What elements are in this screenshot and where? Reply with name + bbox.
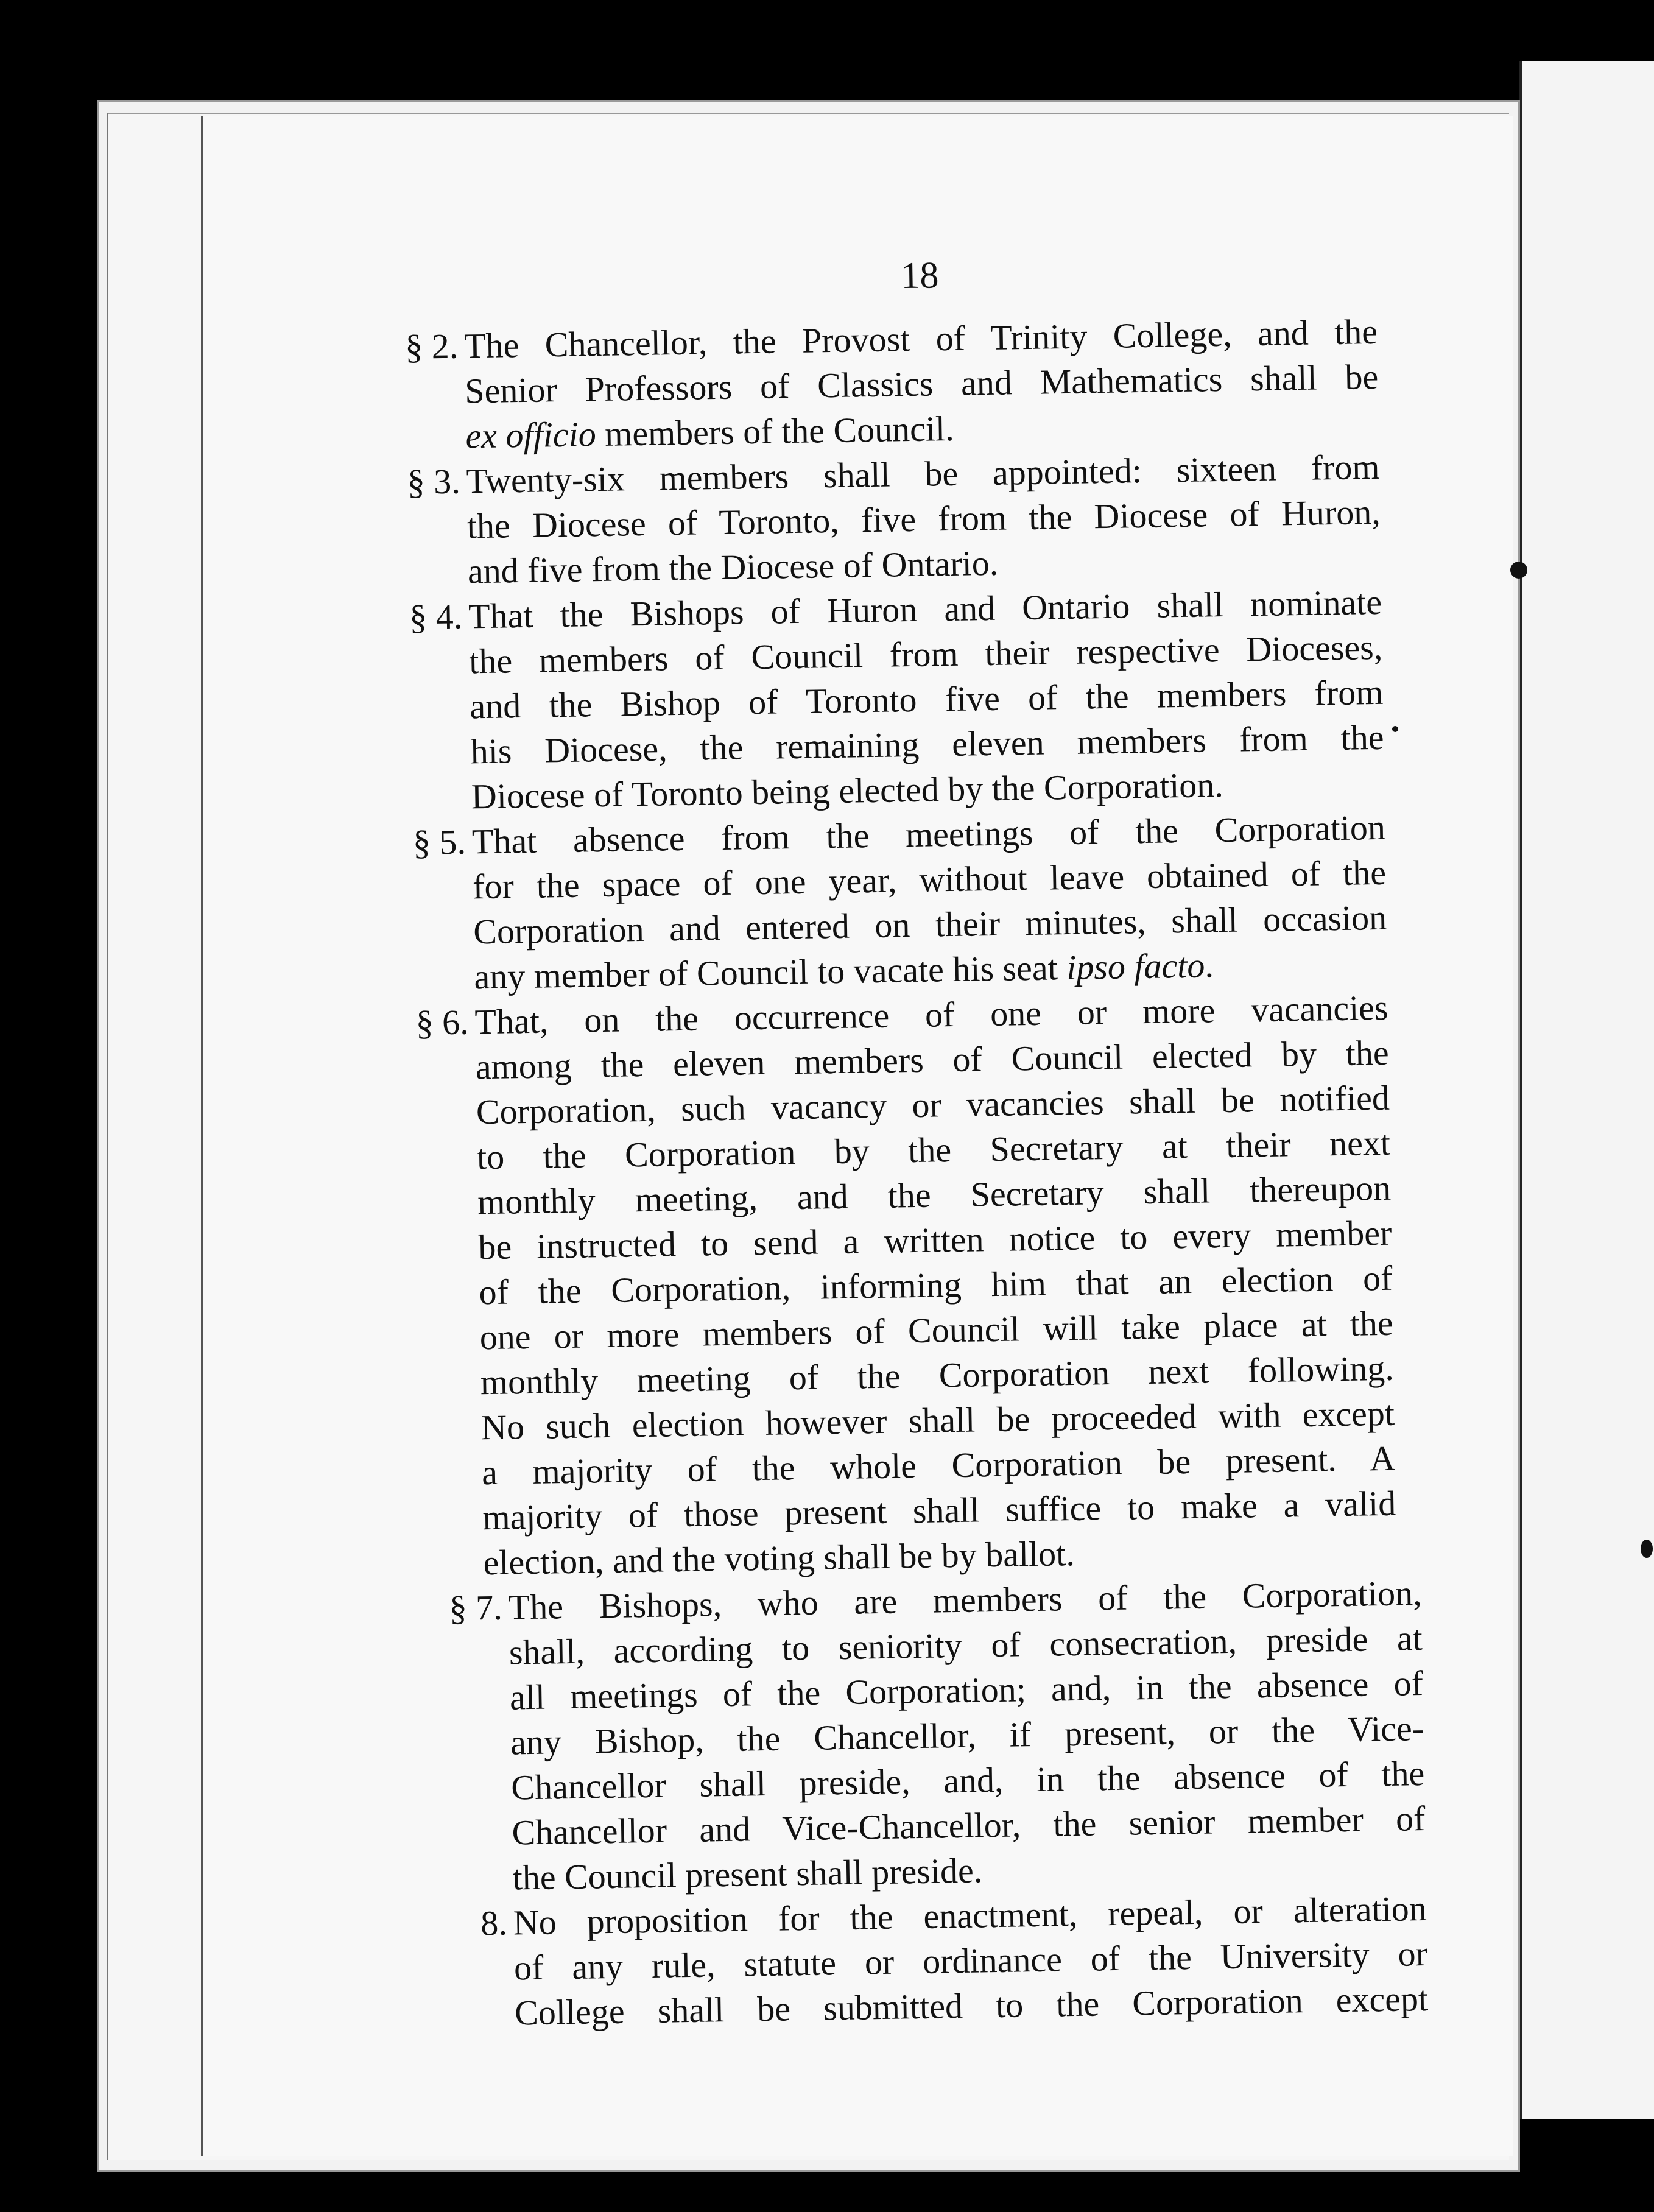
text-line: of any rule, statute or ordinance of the University or <box>513 1933 1428 1988</box>
text-line: all meetings of the Corporation; and, in the absence of <box>509 1663 1424 1717</box>
document-text <box>365 246 1429 2038</box>
text-line: monthly meeting of the Corporation next following. <box>480 1348 1395 1403</box>
section-number: § 3. <box>407 461 461 502</box>
page-number: 18 <box>900 255 939 297</box>
text-line: the members of Council from their respective Dioceses, <box>468 627 1383 682</box>
text-line: of the Corporation, informing him that an election of <box>479 1258 1393 1312</box>
section-number: § 6. <box>415 1002 470 1043</box>
text-line: any member of Council to vacate his seat ipso facto. <box>473 945 1214 997</box>
ink-speck <box>1510 562 1527 579</box>
text-line: That absence from the meetings of the Corporation <box>471 807 1386 862</box>
text-line: election, and the voting shall be by ballot. <box>483 1533 1075 1583</box>
facing-page-edge <box>1519 61 1654 2119</box>
text-line: the Diocese of Toronto, five from the Diocese of Huron, <box>466 491 1381 546</box>
text-line: College shall be submitted to the Corporation except <box>514 1978 1429 2033</box>
text-line: his Diocese, the remaining eleven members from the <box>470 717 1384 772</box>
text-line: No such election however shall be proceeded with except <box>480 1393 1395 1448</box>
section-number: 8. <box>480 1903 508 1943</box>
text-line: any Bishop, the Chancellor, if present, or the Vice- <box>510 1708 1424 1763</box>
text-line: to the Corporation by the Secretary at their next <box>476 1122 1391 1177</box>
ink-speck <box>1641 1540 1653 1558</box>
text-line: majority of those present shall suffice to make a valid <box>482 1483 1396 1538</box>
text-line: No proposition for the enactment, repeal, or alteration <box>513 1888 1427 1943</box>
section-3 <box>368 445 1381 596</box>
text-line: and five from the Diocese of Ontario. <box>467 543 999 591</box>
section-number: § 4. <box>409 596 463 637</box>
text-line: ex officio members of the Council. <box>465 408 955 456</box>
text-line: Chancellor and Vice-Chancellor, the senior member of <box>512 1798 1426 1853</box>
text-line: one or more members of Council will take place at the <box>479 1303 1394 1358</box>
text-line: Corporation and entered on their minutes, shall occasion <box>473 897 1387 952</box>
section-6 <box>377 985 1397 1587</box>
ink-speck <box>1392 726 1398 732</box>
text-line: a majority of the whole Corporation be present. A <box>481 1438 1396 1493</box>
italic-phrase: ipso facto <box>1066 945 1205 988</box>
section-2 <box>367 309 1379 460</box>
text-line: among the eleven members of Council elected by the <box>475 1032 1390 1087</box>
text-line: monthly meeting, and the Secretary shall thereupon <box>477 1168 1392 1222</box>
text-line: and the Bishop of Toronto five of the members from <box>469 672 1384 727</box>
text-line: That the Bishops of Huron and Ontario shall nominate <box>468 582 1382 636</box>
text-line: Twenty-six members shall be appointed: sixteen from <box>466 446 1380 501</box>
text-line: Corporation, such vacancy or vacancies shall be notified <box>476 1077 1390 1132</box>
section-number: § 2. <box>404 326 459 367</box>
text-line: Chancellor shall preside, and, in the absence of the <box>510 1753 1425 1808</box>
text-line: That, on the occurrence of one or more vacancies <box>474 987 1388 1042</box>
text-line: The Chancellor, the Provost of Trinity College, and the <box>463 311 1378 366</box>
italic-phrase: ex officio <box>465 414 597 456</box>
text-line: be instructed to send a written notice to every member <box>477 1213 1392 1267</box>
section-5 <box>374 805 1387 1001</box>
text-line: for the space of one year, without leave obtained of the <box>472 852 1387 907</box>
text-line: Senior Professors of Classics and Mathematics shall be <box>464 356 1379 411</box>
text-line: the Council present shall preside. <box>512 1850 983 1898</box>
text-line: shall, according to seniority of consecration, preside at <box>509 1618 1423 1672</box>
section-8 <box>415 1886 1428 2037</box>
section-4 <box>371 580 1385 821</box>
section-number: § 5. <box>412 822 466 862</box>
section-7 <box>410 1571 1426 1902</box>
section-number: § 7. <box>449 1587 503 1629</box>
text-line: The Bishops, who are members of the Corporation, <box>508 1573 1423 1627</box>
text-line: Diocese of Toronto being elected by the Corporation. <box>471 764 1224 817</box>
